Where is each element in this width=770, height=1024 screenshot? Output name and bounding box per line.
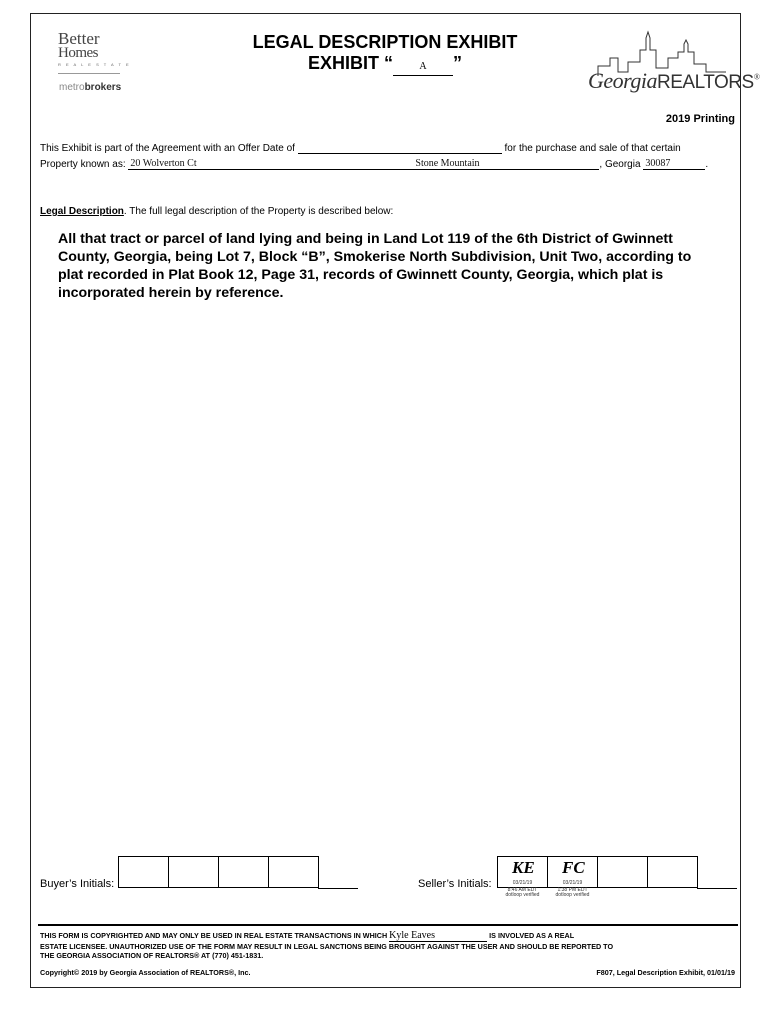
buyer-initial-box[interactable] xyxy=(268,856,319,888)
exhibit-suffix: ” xyxy=(453,53,462,73)
exhibit-prefix: EXHIBIT “ xyxy=(307,53,393,73)
seller-initial-box-2[interactable] xyxy=(547,856,598,888)
brokers-text: brokers xyxy=(84,82,122,93)
gr-realtors: REALTORS xyxy=(657,72,754,93)
legal-description-text: All that tract or parcel of land lying and being in Land Lot 119 of the 6th District of Gwinnett County, Georgia, being Lot 7, Block “B”, Smokerise North Subdivision, Unit Two, according to plat recorded in Plat Book 12, Page 31, records of Gwinnett County, Georgia, which plat is incorporated herein by reference. xyxy=(58,231,692,301)
buyer-initial-box[interactable] xyxy=(218,856,269,888)
offer-date-field[interactable] xyxy=(298,141,502,154)
page-title: LEGAL DESCRIPTION EXHIBIT xyxy=(252,32,518,52)
georgia-realtors-wordmark xyxy=(588,68,759,94)
georgia-realtors-logo xyxy=(588,28,760,98)
buyer-initial-box[interactable] xyxy=(168,856,219,888)
metrobrokers-logo xyxy=(59,82,121,93)
seller-initials-label: Seller’s Initials: xyxy=(418,878,492,890)
footer-notice xyxy=(40,931,740,961)
exhibit-letter: A xyxy=(393,59,453,76)
buyer-initial-box[interactable] xyxy=(118,856,169,888)
buyer-initial-rule xyxy=(318,888,358,889)
legal-intro: . The full legal description of the Property is described below: xyxy=(123,206,394,217)
property-city-field[interactable]: Stone Mountain xyxy=(413,158,599,170)
bh-sub-text: R E A L E S T A T E xyxy=(58,62,131,67)
state-label: , Georgia xyxy=(599,159,641,170)
legal-heading-label: Legal Description xyxy=(40,206,124,217)
gr-script: Georgia xyxy=(588,68,658,93)
form-number: F807, Legal Description Exhibit, 01/01/19 xyxy=(596,968,735,977)
agreement-line xyxy=(40,141,740,154)
buyer-initials-label: Buyer’s Initials: xyxy=(40,878,115,890)
seller-initial-box-4[interactable] xyxy=(647,856,698,888)
printing-year: 2019 Printing xyxy=(665,113,735,125)
seller-initial-box-3[interactable] xyxy=(597,856,648,888)
footer-line-1 xyxy=(40,931,740,942)
licensee-name-field[interactable]: Kyle Eaves xyxy=(389,931,487,942)
seller1-verified: dotloop verified xyxy=(505,892,540,898)
seller2-initial-mark: FC xyxy=(562,858,585,877)
footer-divider xyxy=(38,924,738,926)
property-address-field[interactable]: 20 Wolverton Ct xyxy=(128,158,413,170)
footer-line-3: THE GEORGIA ASSOCIATION OF REALTORS® AT (770) 451-1831. xyxy=(40,951,264,960)
seller1-initial-mark: KE xyxy=(512,858,535,877)
bh-homes-text: Homes xyxy=(58,45,98,61)
footer-line-1a: THIS FORM IS COPYRIGHTED AND MAY ONLY BE USED IN REAL ESTATE TRANSACTIONS IN WHICH xyxy=(40,931,388,940)
seller2-date: 03/21/19 xyxy=(562,880,583,886)
seller2-time: 1:38 PM EDT xyxy=(557,887,588,893)
seller-initial-rule xyxy=(697,888,737,889)
property-label: Property known as: xyxy=(40,159,126,170)
seller1-time: 8:46 AM EDT xyxy=(507,887,538,893)
agreement-prefix: This Exhibit is part of the Agreement with an Offer Date of xyxy=(40,143,295,154)
footer-line-2: ESTATE LICENSEE. UNAUTHORIZED USE OF THE FORM MAY RESULT IN LEGAL SANCTIONS BEING BROUGHT AGAINST THE USER AND SHOULD BE REPORTED TO xyxy=(40,941,614,951)
property-zip-field[interactable]: 30087 xyxy=(643,158,705,170)
agreement-suffix: for the purchase and sale of that certain xyxy=(504,143,681,154)
property-line xyxy=(40,158,740,170)
initials-row xyxy=(40,856,740,896)
gr-reg: ® xyxy=(753,72,760,82)
seller-initial-box-1[interactable] xyxy=(497,856,548,888)
seller2-verified: dotloop verified xyxy=(555,892,590,898)
footer-line-1b: IS INVOLVED AS A REAL xyxy=(489,931,575,940)
metro-text: metro xyxy=(59,82,85,93)
seller1-date: 03/21/19 xyxy=(512,880,533,886)
copyright: Copyright© 2019 by Georgia Association of REALTORS®, Inc. xyxy=(40,968,251,977)
legal-description-heading xyxy=(40,206,393,217)
period: . xyxy=(705,159,709,170)
bh-better-text: Better xyxy=(58,29,100,48)
